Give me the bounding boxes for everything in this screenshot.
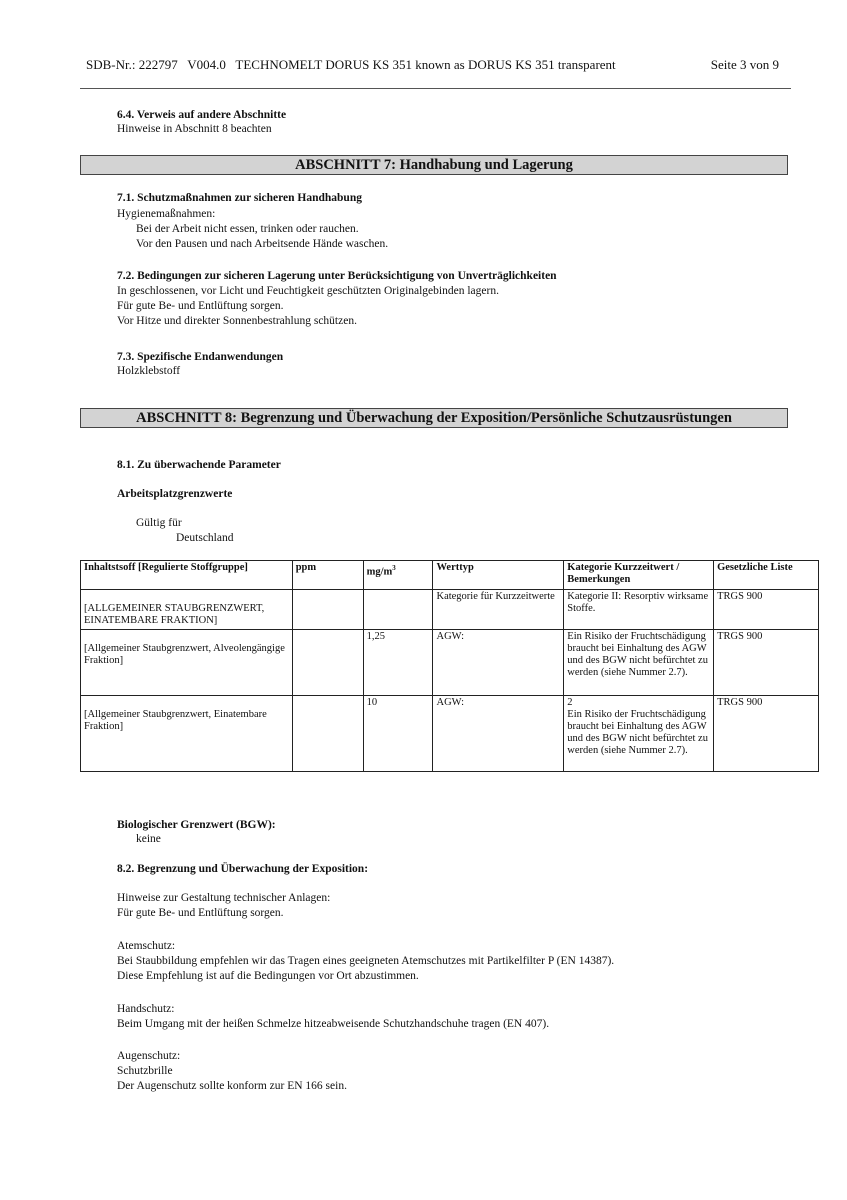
exposure-limits-table	[80, 560, 819, 772]
cell-category: Ein Risiko der Fruchtschädigung braucht bei Einhaltung des AGW und des BGW nicht befürchtet zu werden (siehe Nummer 2.7).	[564, 630, 714, 696]
hygiene-label: Hygienemaßnahmen:	[117, 208, 216, 220]
cell-category: Kategorie II: Resorptiv wirksame Stoffe.	[564, 590, 714, 630]
cell-substance: [Allgemeiner Staubgrenzwert, Alveolengängige Fraktion]	[81, 630, 293, 696]
col-header-type: Werttyp	[433, 561, 564, 590]
eye-line: Schutzbrille	[117, 1065, 173, 1077]
eye-line: Der Augenschutz sollte konform zur EN 166 sein.	[117, 1080, 347, 1092]
cell-mgm3: 1,25	[363, 630, 433, 696]
table-row	[81, 696, 819, 772]
table-header-row	[81, 561, 819, 590]
cell-mgm3: 10	[363, 696, 433, 772]
respiratory-label: Atemschutz:	[117, 940, 176, 952]
table-row	[81, 590, 819, 630]
section-8-bar: ABSCHNITT 8: Begrenzung und Überwachung der Exposition/Persönliche Schutzausrüstungen	[80, 408, 788, 428]
heading-7-2: 7.2. Bedingungen zur sicheren Lagerung unter Berücksichtigung von Unverträglichkeiten	[117, 270, 557, 282]
cell-list: TRGS 900	[714, 630, 819, 696]
heading-8-1: 8.1. Zu überwachende Parameter	[117, 459, 281, 471]
hygiene-line: Bei der Arbeit nicht essen, trinken oder rauchen.	[136, 223, 359, 235]
cell-category: 2 Ein Risiko der Fruchtschädigung braucht bei Einhaltung des AGW und des BGW nicht befürchtet zu werden (siehe Nummer 2.7).	[564, 696, 714, 772]
cell-ppm	[292, 630, 363, 696]
cell-substance: [Allgemeiner Staubgrenzwert, Einatembare Fraktion]	[81, 696, 293, 772]
text-6-4: Hinweise in Abschnitt 8 beachten	[117, 123, 272, 135]
cell-type: Kategorie für Kurzzeitwerte	[433, 590, 564, 630]
respiratory-line: Diese Empfehlung ist auf die Bedingungen vor Ort abzustimmen.	[117, 970, 419, 982]
technical-label: Hinweise zur Gestaltung technischer Anlagen:	[117, 892, 331, 904]
valid-for-label: Gültig für	[136, 517, 182, 529]
col-header-ppm: ppm	[292, 561, 363, 590]
end-use-text: Holzklebstoff	[117, 365, 181, 377]
cell-list: TRGS 900	[714, 696, 819, 772]
col-header-mgm3: $mg/m^3$	[363, 561, 433, 590]
cell-type: AGW:	[433, 630, 564, 696]
cell-list: TRGS 900	[714, 590, 819, 630]
cell-ppm	[292, 590, 363, 630]
page-number: Seite 3 von 9	[710, 57, 779, 72]
hygiene-line: Vor den Pausen und nach Arbeitsende Hände waschen.	[136, 238, 389, 250]
bgw-heading: Biologischer Grenzwert (BGW):	[117, 819, 276, 831]
storage-line: Für gute Be- und Entlüftung sorgen.	[117, 300, 284, 312]
table-row	[81, 630, 819, 696]
workplace-limits-heading: Arbeitsplatzgrenzwerte	[117, 488, 233, 500]
document-id: SDB-Nr.: 222797 V004.0 TECHNOMELT DORUS KS 351 known as DORUS KS 351 transparent	[86, 57, 616, 72]
heading-7-3: 7.3. Spezifische Endanwendungen	[117, 351, 284, 363]
country-label: Deutschland	[176, 532, 234, 544]
technical-line: Für gute Be- und Entlüftung sorgen.	[117, 907, 284, 919]
heading-8-2: 8.2. Begrenzung und Überwachung der Exposition:	[117, 863, 369, 875]
eye-label: Augenschutz:	[117, 1050, 181, 1062]
cell-ppm	[292, 696, 363, 772]
hand-line: Beim Umgang mit der heißen Schmelze hitzeabweisende Schutzhandschuhe tragen (EN 407).	[117, 1018, 550, 1030]
cell-type: AGW:	[433, 696, 564, 772]
cell-substance: [ALLGEMEINER STAUBGRENZWERT, EINATEMBARE FRAKTION]	[81, 590, 293, 630]
header-divider	[80, 88, 791, 89]
storage-line: Vor Hitze und direkter Sonnenbestrahlung schützen.	[117, 315, 357, 327]
col-header-list: Gesetzliche Liste	[714, 561, 819, 590]
heading-6-4: 6.4. Verweis auf andere Abschnitte	[117, 109, 287, 121]
storage-line: In geschlossenen, vor Licht und Feuchtigkeit geschützten Originalgebinden lagern.	[117, 285, 499, 297]
page-header	[86, 57, 791, 73]
col-header-category: Kategorie Kurzzeitwert / Bemerkungen	[564, 561, 714, 590]
respiratory-line: Bei Staubbildung empfehlen wir das Tragen eines geeigneten Atemschutzes mit Partikelfilter P (EN 14387).	[117, 955, 615, 967]
hand-label: Handschutz:	[117, 1003, 175, 1015]
col-header-substance: Inhaltstsoff [Regulierte Stoffgruppe]	[81, 561, 293, 590]
cell-mgm3	[363, 590, 433, 630]
bgw-value: keine	[136, 833, 161, 845]
heading-7-1: 7.1. Schutzmaßnahmen zur sicheren Handhabung	[117, 192, 362, 204]
section-7-bar: ABSCHNITT 7: Handhabung und Lagerung	[80, 155, 788, 175]
